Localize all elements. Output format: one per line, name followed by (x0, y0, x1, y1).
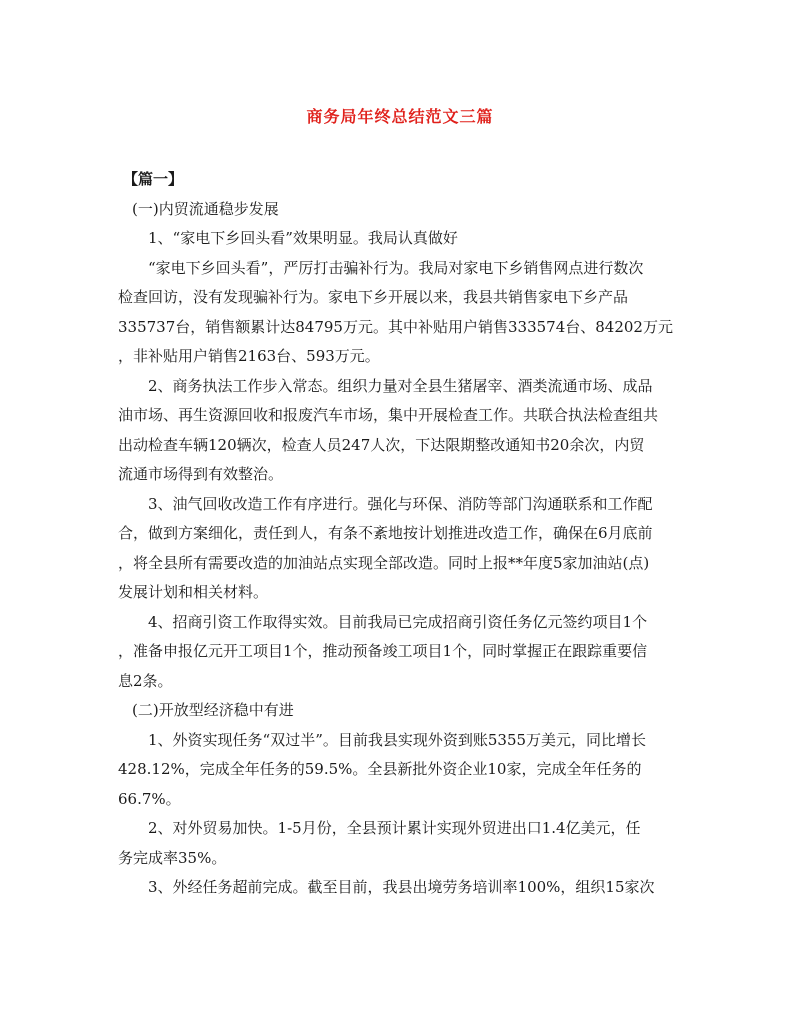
paragraph-line: 发展计划和相关材料。 (118, 583, 269, 601)
paragraph-line: 1、外资实现任务“双过半”。目前我县实现外资到账5355万美元，同比增长 (148, 730, 647, 749)
document-body (118, 165, 684, 903)
paragraph-line: 流通市场得到有效整治。 (118, 465, 284, 483)
paragraph-line: 油市场、再生资源回收和报废汽车市场，集中开展检查工作。共联合执法检查组共 (118, 406, 659, 424)
paragraph-line: 66.7%。 (118, 789, 181, 808)
paragraph-line: 合，做到方案细化，责任到人，有条不紊地按计划推进改造工作，确保在6月底前 (118, 524, 653, 542)
paragraph-line: 务完成率35%。 (118, 848, 227, 867)
paragraph-line: 2、对外贸易加快。1-5月份，全县预计累计实现外贸进出口1.4亿美元，任 (148, 819, 641, 837)
paragraph-line: 3、油气回收改造工作有序进行。强化与环保、消防等部门沟通联系和工作配 (148, 494, 653, 513)
paragraph-line: 1、“家电下乡回头看”效果明显。我局认真做好 (148, 229, 458, 247)
subsection-heading: (二)开放型经济稳中有进 (132, 701, 294, 719)
paragraph-line: 4、招商引资工作取得实效。目前我局已完成招商引资任务亿元签约项目1个 (148, 612, 648, 631)
paragraph-line: ，非补贴用户销售2163台、593万元。 (118, 347, 380, 365)
paragraph-line: 428.12%，完成全年任务的59.5%。全县新批外资企业10家，完成全年任务的 (118, 760, 642, 778)
section-heading: 【篇一】 (123, 170, 184, 188)
subsection-heading: (一)内贸流通稳步发展 (132, 199, 279, 218)
document-title: 商务局年终总结范文三篇 (306, 107, 494, 126)
paragraph-line: 出动检查车辆120辆次，检查人员247人次，下达限期整改通知书20余次，内贸 (118, 435, 645, 454)
paragraph-line: 3、外经任务超前完成。截至目前，我县出境劳务培训率100%，组织15家次 (148, 878, 655, 896)
paragraph-line: “家电下乡回头看”，严厉打击骗补行为。我局对家电下乡销售网点进行数次 (148, 258, 644, 277)
paragraph-line: 2、商务执法工作步入常态。组织力量对全县生猪屠宰、酒类流通市场、成品 (148, 376, 653, 395)
paragraph-line: ，将全县所有需要改造的加油站点实现全部改造。同时上报**年度5家加油站(点) (118, 553, 650, 572)
paragraph-line: 息2条。 (118, 671, 173, 690)
paragraph-line: 检查回访，没有发现骗补行为。家电下乡开展以来，我县共销售家电下乡产品 (118, 288, 629, 306)
paragraph-line: ，准备申报亿元开工项目1个，推动预备竣工项目1个，同时掌握正在跟踪重要信 (118, 642, 648, 660)
paragraph-line: 335737台，销售额累计达84795万元。其中补贴用户销售333574台、84202万元 (118, 317, 673, 336)
